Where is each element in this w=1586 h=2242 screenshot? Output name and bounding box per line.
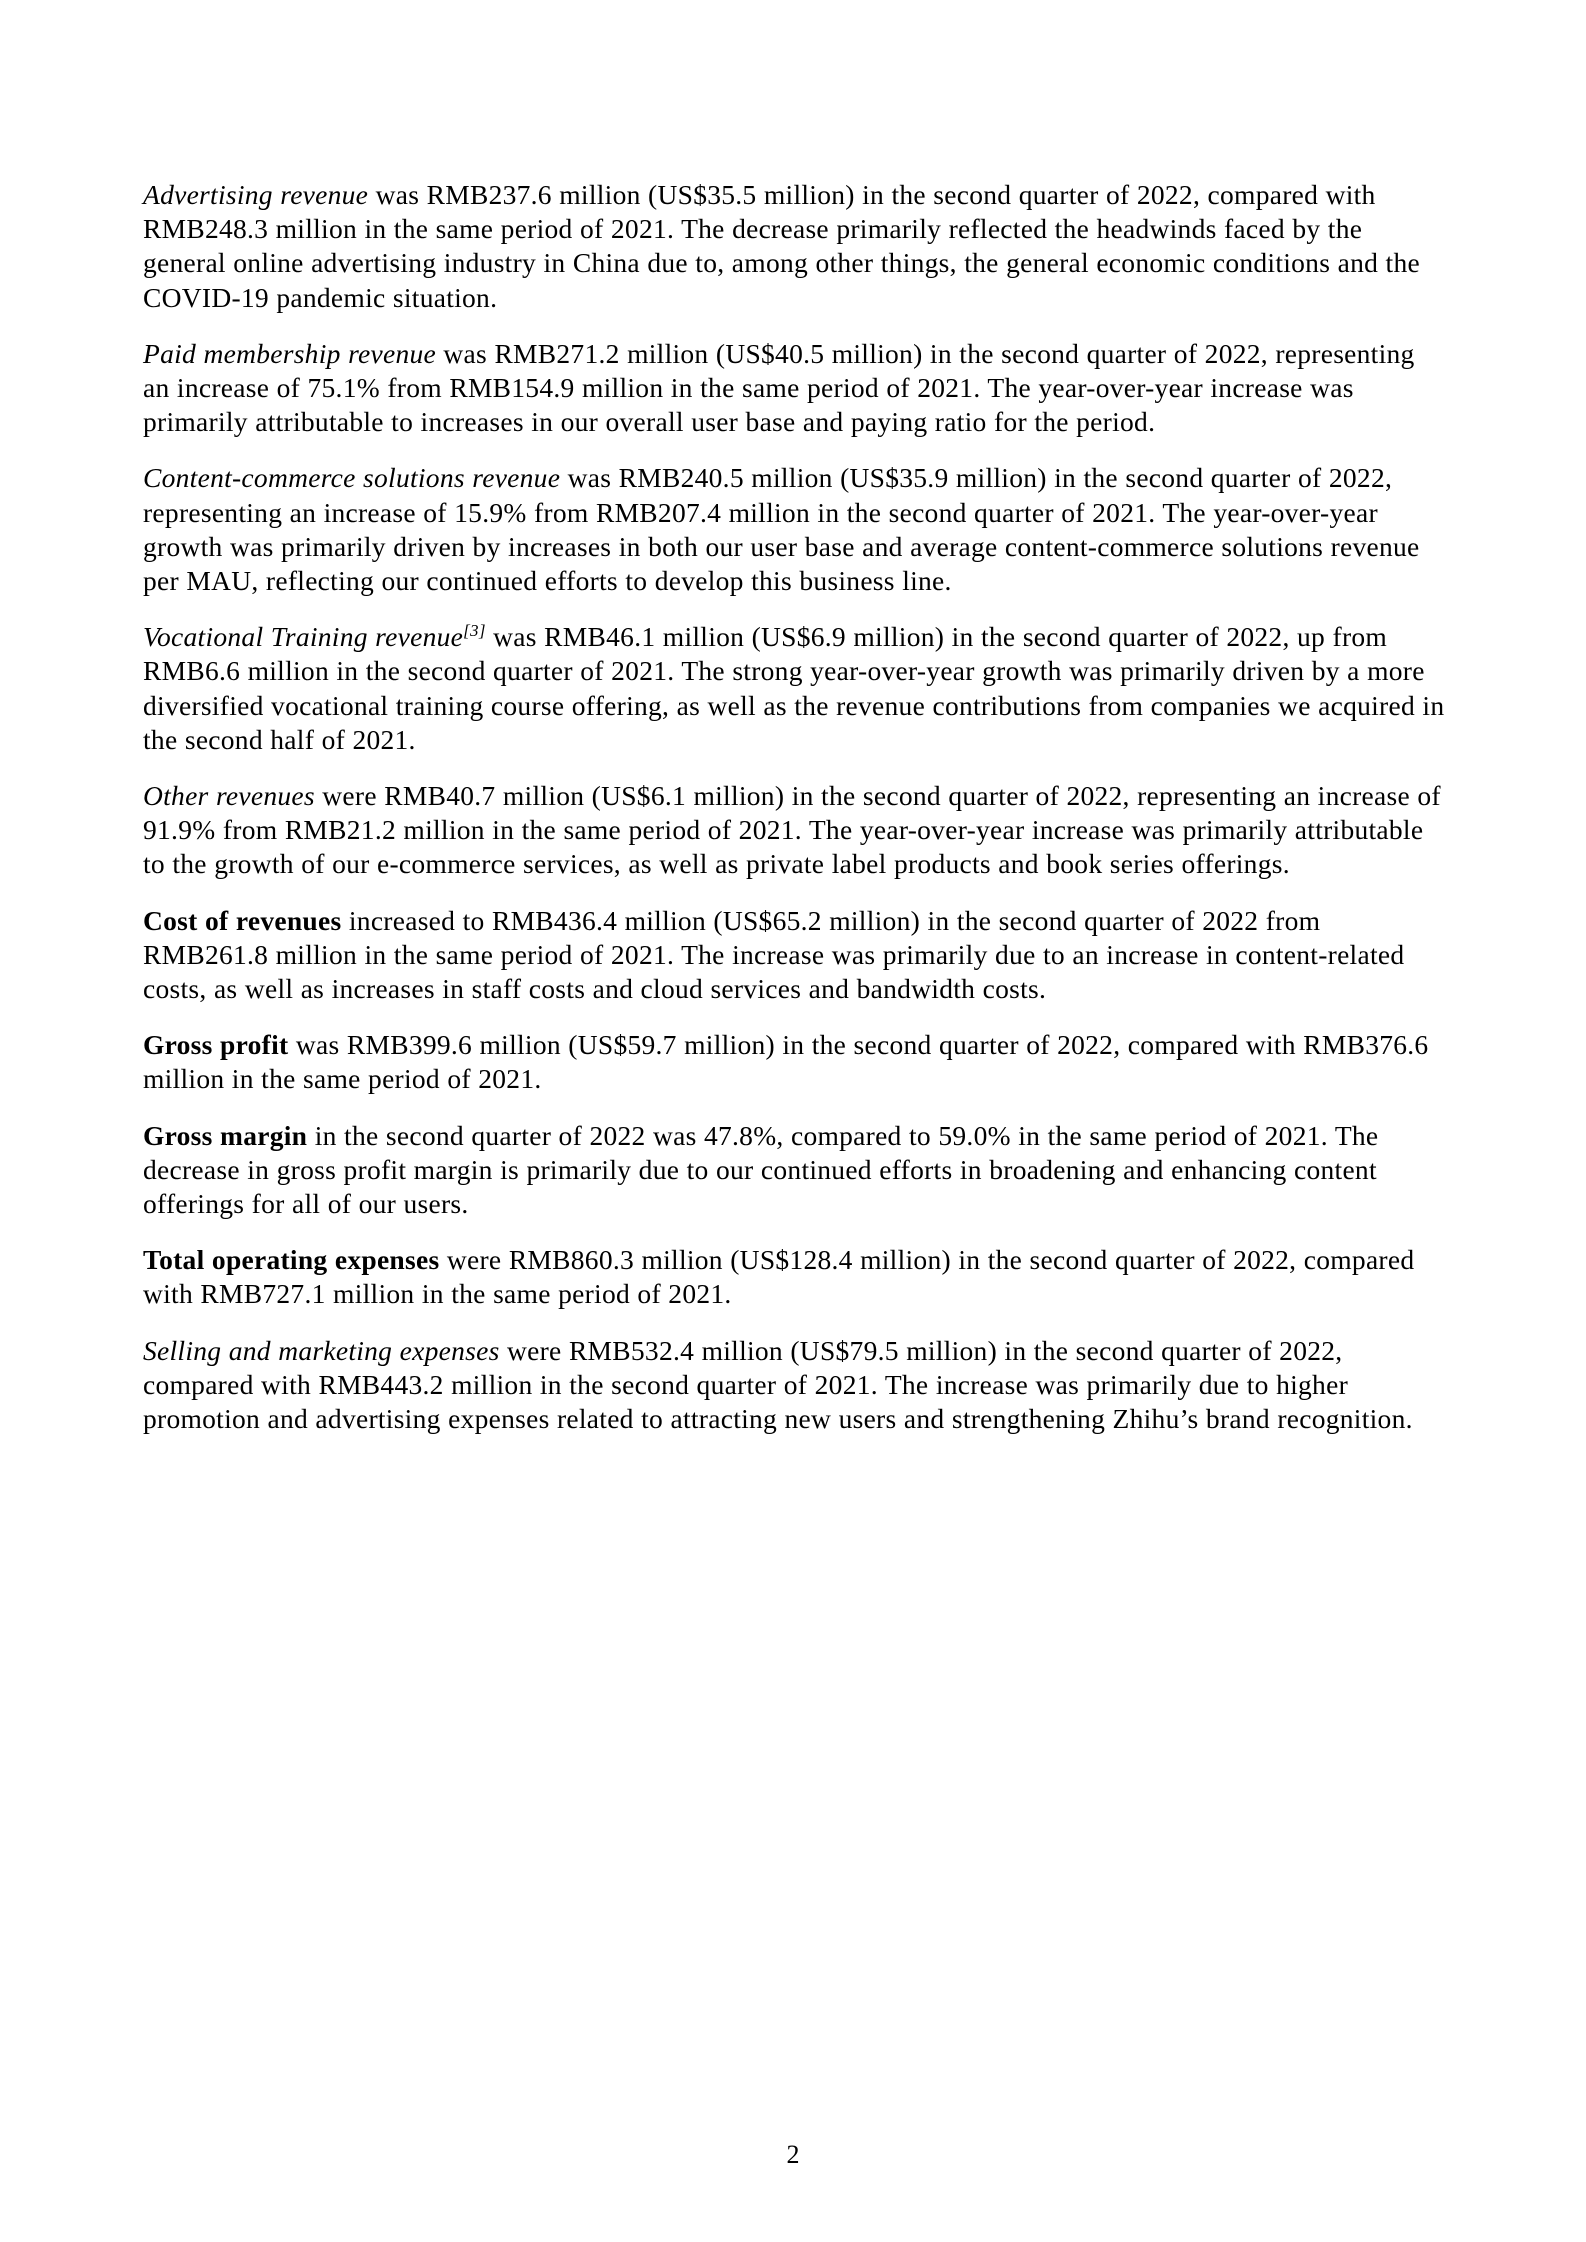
paragraph-body-vocational-training-revenue: was RMB46.1 million (US$6.9 million) in the second quarter of 2022, up from RMB6.6 million in the second quarter of 2021. The strong year-over-year growth was primarily driven by a more diversified vocational training course offering, as well as the revenue contributions from companies we acquired in the second half of 2021. [143,621,1445,755]
paragraph-body-selling-and-marketing-expenses: were RMB532.4 million (US$79.5 million) in the second quarter of 2022, compared with RMB443.2 million in the second quarter of 2021. The increase was primarily due to higher promotion and advertising expenses related to attracting new users and strengthening Zhihu’s brand recognition. [143,1334,1413,1435]
paragraph-body-gross-margin: in the second quarter of 2022 was 47.8%, compared to 59.0% in the same period of 2021. The decrease in gross profit margin is primarily due to our continued efforts in broadening and enhancing content offerings for all of our users. [143,1119,1379,1220]
page-number: 2 [786,2140,800,2169]
paragraph-gross-profit [143,1028,1445,1096]
paragraph-total-operating-expenses [143,1243,1445,1311]
paragraph-selling-and-marketing-expenses [143,1334,1445,1437]
paragraph-lead-gross-margin: Gross margin [143,1119,308,1151]
paragraph-lead-content-commerce-solutions-revenue: Content-commerce solutions revenue [143,462,561,494]
paragraph-lead-total-operating-expenses: Total operating expenses [143,1244,440,1276]
paragraph-lead-cost-of-revenues: Cost of revenues [143,904,342,936]
paragraph-lead-selling-and-marketing-expenses: Selling and marketing expenses [143,1334,500,1366]
paragraph-body-paid-membership-revenue: was RMB271.2 million (US$40.5 million) in the second quarter of 2022, representing an increase of 75.1% from RMB154.9 million in the same period of 2021. The year-over-year increase was primarily attributable to increases in our overall user base and paying ratio for the period. [143,337,1415,438]
paragraph-body-gross-profit: was RMB399.6 million (US$59.7 million) in the second quarter of 2022, compared with RMB376.6 million in the same period of 2021. [143,1029,1429,1095]
paragraph-content-commerce-solutions-revenue [143,461,1445,598]
paragraph-advertising-revenue [143,178,1445,315]
paragraph-lead-paid-membership-revenue: Paid membership revenue [143,337,436,369]
document-body [143,178,1445,1436]
footnote-marker-vocational-training-revenue: [3] [463,621,486,641]
paragraph-gross-margin [143,1119,1445,1222]
paragraph-paid-membership-revenue [143,337,1445,440]
paragraph-vocational-training-revenue [143,620,1445,757]
paragraph-body-other-revenues: were RMB40.7 million (US$6.1 million) in the second quarter of 2022, representing an increase of 91.9% from RMB21.2 million in the same period of 2021. The year-over-year increase was primarily attributable to the growth of our e-commerce services, as well as private label products and book series offerings. [143,780,1441,880]
paragraph-lead-vocational-training-revenue: Vocational Training revenue [143,621,464,653]
paragraph-body-advertising-revenue: was RMB237.6 million (US$35.5 million) in the second quarter of 2022, compared with RMB248.3 million in the same period of 2021. The decrease primarily reflected the headwinds faced by the general online advertising industry in China due to, among other things, the general economic conditions and the COVID-19 pandemic situation. [143,179,1420,313]
paragraph-body-cost-of-revenues: increased to RMB436.4 million (US$65.2 million) in the second quarter of 2022 from RMB261.8 million in the same period of 2021. The increase was primarily due to an increase in content-related costs, as well as increases in staff costs and cloud services and bandwidth costs. [143,904,1405,1005]
paragraph-body-content-commerce-solutions-revenue: was RMB240.5 million (US$35.9 million) in the second quarter of 2022, representing an increase of 15.9% from RMB207.4 million in the second quarter of 2021. The year-over-year growth was primarily driven by increases in both our user base and average content-commerce solutions revenue per MAU, reflecting our continued efforts to develop this business line. [143,462,1420,597]
paragraph-lead-advertising-revenue: Advertising revenue [143,179,369,210]
paragraph-cost-of-revenues [143,904,1445,1007]
paragraph-lead-other-revenues: Other revenues [143,780,315,812]
paragraph-lead-gross-profit: Gross profit [143,1029,289,1061]
paragraph-body-total-operating-expenses: were RMB860.3 million (US$128.4 million) in the second quarter of 2022, compared with RMB727.1 million in the same period of 2021. [143,1244,1415,1310]
paragraph-other-revenues [143,779,1445,882]
